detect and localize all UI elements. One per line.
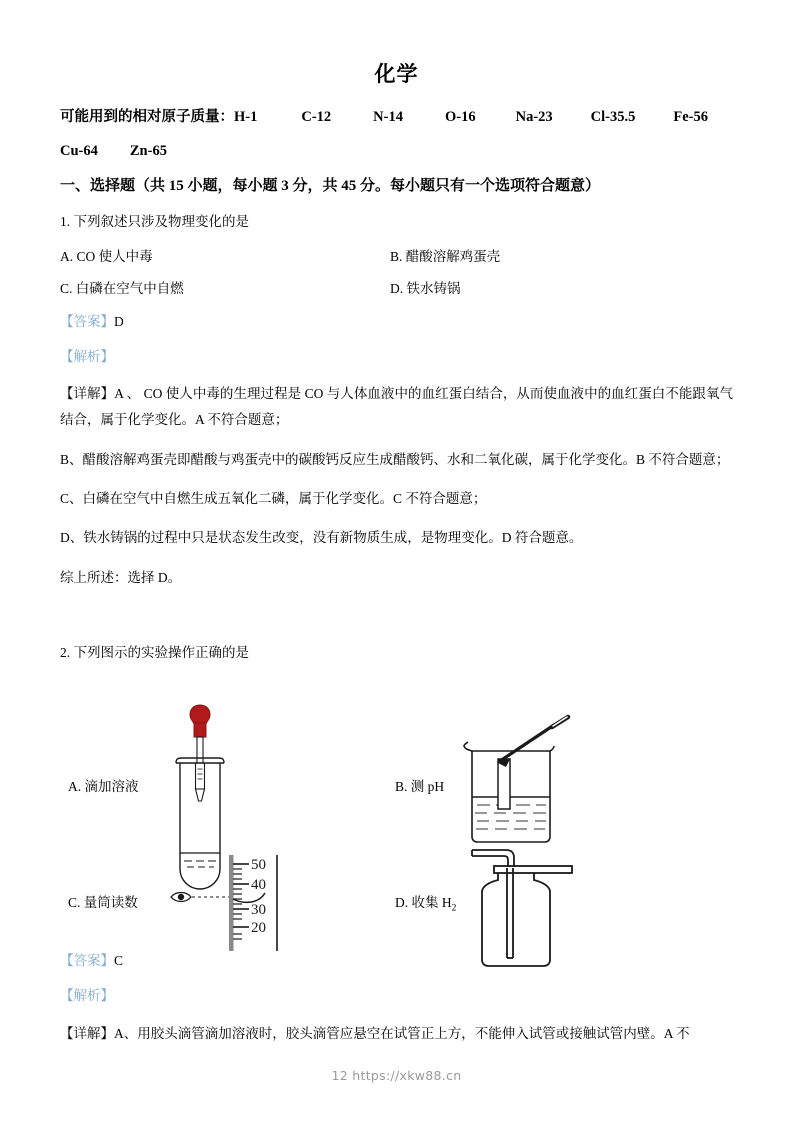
answer-value: D [114, 313, 124, 329]
question-1-detail-paragraph-4: D、铁水铸锅的过程中只是状态发生改变，没有新物质生成，是物理变化。D 符合题意。 [60, 530, 583, 546]
page-title: 化学 [374, 62, 419, 86]
eye-icon [171, 893, 191, 902]
atomic-mass-line-1 [60, 108, 733, 128]
question-2-option-a[interactable]: A. 滴加溶液 [68, 779, 139, 795]
question-2-option-d[interactable] [395, 891, 456, 914]
answer-value: C [114, 953, 124, 969]
atomic-mass-na: Na-23 [515, 109, 553, 126]
section-heading: 一、选择题（共 15 小题，每小题 3 分，共 45 分。每小题只有一个选项符合题意） [60, 178, 601, 195]
answer-tag: 【答案】 [60, 953, 114, 969]
question-1-stem: 1. 下列叙述只涉及物理变化的是 [60, 214, 249, 230]
question-1-options-row-1 [60, 247, 733, 265]
answer-tag: 【答案】 [60, 313, 114, 329]
detail-tag: 【详解】 [60, 386, 115, 402]
question-1-detail-paragraph-3: C、白磷在空气中自燃生成五氧化二磷，属于化学变化。C 不符合题意； [60, 491, 487, 506]
question-1-detail-paragraph-2: B、醋酸溶解鸡蛋壳即醋酸与鸡蛋壳中的碳酸钙反应生成醋酸钙、水和二氧化碳，属于化学变化。B 不符合题意； [60, 451, 730, 467]
atomic-mass-zn: Zn-65 [129, 142, 167, 159]
question-1-option-a[interactable]: A. CO 使人中毒 [60, 248, 153, 264]
question-1-option-c[interactable]: C. 白磷在空气中自燃 [60, 280, 184, 296]
question-1-detail-paragraph-1 [60, 381, 733, 434]
question-2-detail-paragraph-1 [60, 1021, 733, 1047]
question-2-figure-area [60, 669, 733, 949]
detail-tag: 【详解】 [60, 1025, 114, 1041]
atomic-mass-n: N-14 [373, 109, 403, 126]
analysis-tag: 【解析】 [60, 988, 114, 1004]
cylinder-tick-40: 40 [251, 877, 266, 894]
question-2-stem: 2. 下列图示的实验操作正确的是 [60, 644, 249, 660]
question-1-detail-paragraph-5: 综上所述：选择 D。 [60, 569, 182, 585]
atomic-mass-h: H-1 [234, 109, 258, 126]
cylinder-tick-50: 50 [251, 857, 266, 874]
question-1-answer [60, 312, 733, 332]
atomic-mass-cl: Cl-35.5 [590, 109, 636, 126]
detail-text: A、用胶头滴管滴加溶液时，胶头滴管应悬空在试管正上方，不能伸入试管或接触试管内壁。A 不 [114, 1025, 690, 1041]
atomic-mass-cu: Cu-64 [60, 142, 98, 159]
question-1-option-d[interactable]: D. 铁水铸锅 [390, 280, 461, 296]
gas-collection-bottle-icon [456, 844, 586, 974]
question-2-option-c[interactable]: C. 量筒读数 [68, 895, 138, 911]
atomic-mass-fe: Fe-56 [673, 109, 708, 126]
atomic-mass-c: C-12 [301, 109, 332, 126]
question-1-option-b[interactable]: B. 醋酸溶解鸡蛋壳 [390, 248, 501, 264]
atomic-mass-line-2 [60, 142, 733, 162]
page-watermark: 12 https://xkw88.cn [331, 1068, 462, 1083]
atomic-mass-o: O-16 [444, 109, 476, 126]
question-1-analysis-tag [60, 347, 733, 367]
question-2-option-b[interactable]: B. 测 pH [395, 779, 445, 795]
question-2-answer [60, 951, 733, 971]
cylinder-tick-20: 20 [251, 920, 266, 937]
beaker-with-ph-strip-icon [456, 711, 576, 861]
question-2-analysis-tag [60, 986, 733, 1006]
graduated-cylinder-scale-icon [165, 851, 315, 961]
question-2-option-d-text: D. 收集 H [395, 895, 452, 911]
detail-text: A 、 CO 使人中毒的生理过程是 CO 与人体血液中的血红蛋白结合，从而使血液中的血红蛋白不能跟氧气结合，属于化学变化。A 不符合题意； [60, 386, 734, 428]
analysis-tag: 【解析】 [60, 348, 114, 364]
atomic-mass-label: 可能用到的相对原子质量： [60, 109, 234, 126]
question-2-option-d-subscript: 2 [451, 903, 457, 914]
question-1-options-row-2 [60, 279, 733, 297]
cylinder-tick-30: 30 [251, 902, 266, 919]
